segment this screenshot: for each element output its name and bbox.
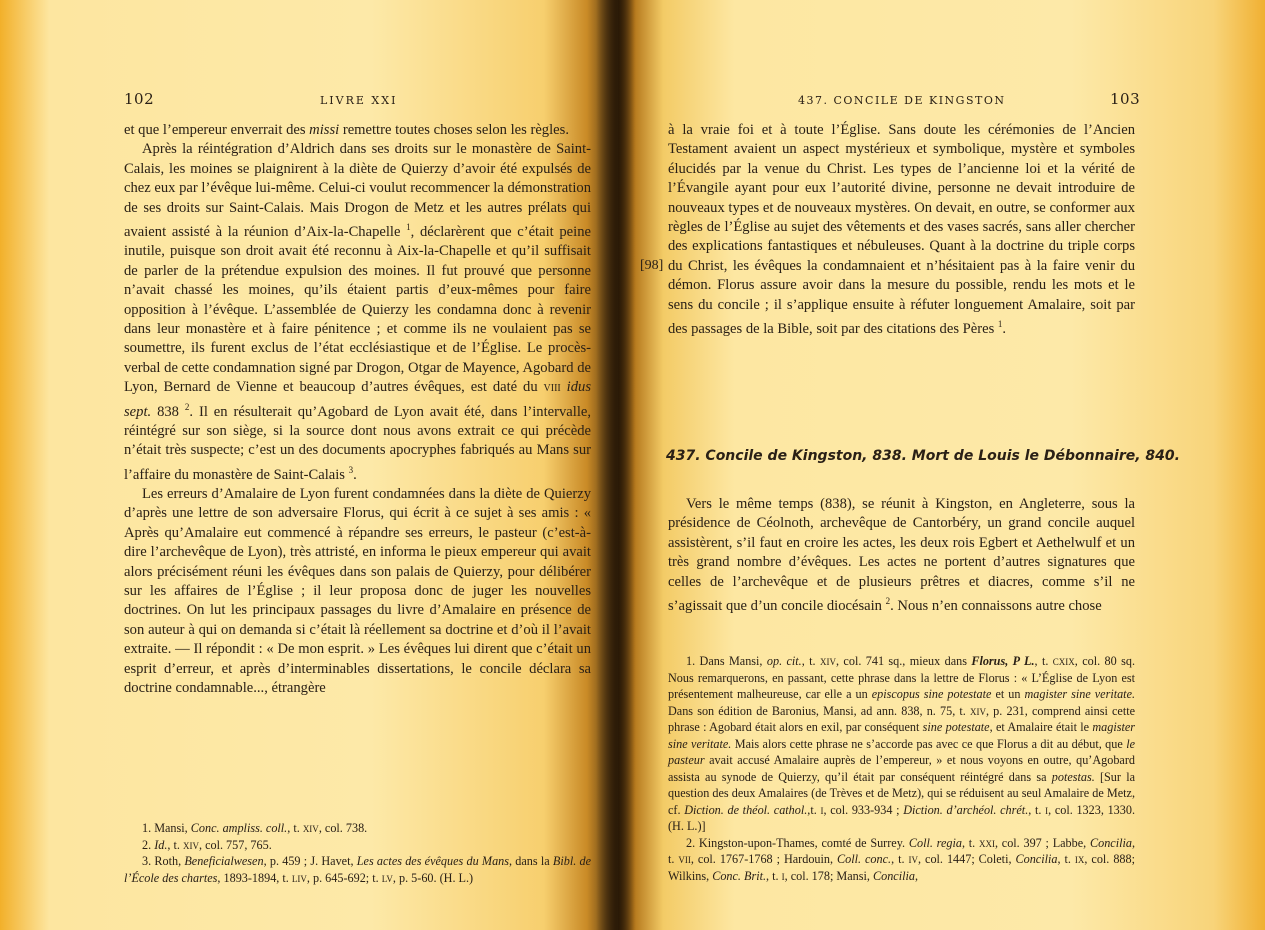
text-run: ,t. <box>807 802 821 817</box>
text-run: Concilia <box>872 868 915 883</box>
right-body-text-top <box>668 121 1135 339</box>
text-run: , t. <box>801 654 820 668</box>
text-run: missi <box>309 122 340 138</box>
text-run: 838 <box>151 403 185 420</box>
text-run: vii <box>678 852 691 866</box>
right-page <box>618 0 1265 930</box>
text-run: , p. 459 ; J. Havet, <box>263 854 357 868</box>
text-run: Bibl. de l’École des chartes <box>124 854 591 885</box>
text-run: , col. 1323, 1330. (H. L.)] <box>668 802 1135 833</box>
paragraph <box>668 121 1135 339</box>
text-run: , col. 1447; Coleti, <box>918 852 1016 866</box>
text-run: sine potestate <box>922 720 990 734</box>
text-run: , t. <box>1034 654 1053 668</box>
right-footnotes <box>668 653 1135 884</box>
text-run: , col. 757, 765. <box>198 837 272 852</box>
text-run: Les erreurs d’Amalaire de Lyon furent condamnées dans la diète de Quierzy d’après une lettre de son adversaire Florus, qui écrit à ce sujet à ses amis : « Après qu’Amalaire eut commencé à répandre ses erreurs, le pasteur (c’est-à-dire l’archevêque de Lyon), très attristé, en informa le pieux empereur qui avait alors précisément réuni les évêques dans son palais de Quierzy, pour délibérer sur les affaires de l’Église ; il leur proposa donc de juger les nouvelles doctrines. On lut les principaux passages du livre d’Amalaire en présence de son auteur à qui on demanda si c’était là réellement sa doctrine et d’où il l’avait extraite. — Il répondit : « De mon esprit. » Les évêques lui dirent que c’était un esprit d’erreur, et après d’interminables dissertations, le concile déclara sa doctrine condamnable..., étrangère <box>124 485 591 696</box>
text-run: , 1893-1894, t. <box>217 870 292 885</box>
text-run: , col. 888; Wilkins, <box>668 852 1135 883</box>
paragraph <box>124 485 591 698</box>
footnote <box>124 820 591 837</box>
margin-page-marker: [98] <box>640 258 664 273</box>
text-run: , col. 741 sq., mieux dans <box>836 654 972 668</box>
text-run: i <box>1045 802 1049 817</box>
text-run: Concilia <box>1089 835 1132 850</box>
text-run: Diction. de théol. cathol. <box>684 802 808 817</box>
text-run: magister sine veritate. <box>668 720 1136 751</box>
text-run: Concilia <box>1015 852 1058 866</box>
footnote-ref: 2 <box>885 596 891 607</box>
text-run: , déclarèrent que c’était peine inutile, puisque son droit avait été reconnu à Aix-la-Chapelle et qu’il suffisait de parler de la prétendue expulsion des moines. Il fut prouvé que personne n’avait chassé les moines, qu’ils étaient partis d’eux-mêmes pour faire opposition à l’évêque. L’assemblée de Quierzy les condamna donc à revenir dans leur monastère et à faire pénitence ; et comme ils ne voulaient pas se soumettre, ils furent exclus de l’état ecclésiastique et de l’Église. Le procès-verbal de cette condamnation signé par Drogon, Otgar de Mayence, Agobard de Lyon, Bernard de Vienne et beaucoup d’autres évêques, est daté du <box>124 223 591 396</box>
text-run: Coll. regia <box>908 835 962 850</box>
text-run: avait accusé Amalaire auprès de l’empereur, » et nous voyons en outre, qu’Agobard assista au synode de Quierzy, qu’il était par conséquent réintégré dans sa <box>668 753 1135 784</box>
text-run: Dans son édition de Baronius, Mansi, ad ann. 838, n. 75, t. <box>668 703 970 718</box>
text-run: Florus, P L. <box>971 654 1035 668</box>
section-title: 437. Concile de Kingston, 838. Mort de Louis le Débonnaire, 840. <box>666 448 1180 464</box>
text-run: , col. 738. <box>318 821 368 835</box>
left-footnotes <box>124 820 591 886</box>
text-run: , t. <box>1028 802 1046 817</box>
footnote-ref: 1 <box>406 222 411 233</box>
text-run: xiv <box>820 654 836 668</box>
text-run: xxi <box>978 835 995 850</box>
text-run: . Il en résulterait qu’Agobard de Lyon avait été, dans l’intervalle, réintégré sur son siège, si la source dont nous avons extrait ce qui précède n’était très suspecte; c’est un des documents apocryphes fabriqués au Mans sur l’affaire du monastère de Saint-Calais <box>124 403 591 483</box>
text-run: 3. Roth, <box>142 854 185 868</box>
text-run: , p. 5-60. (H. L.) <box>392 870 474 885</box>
text-run: , col. 178; Mansi, <box>784 868 873 883</box>
text-run: 2. Kingston-upon-Thames, comté de Surrey. <box>686 835 909 850</box>
right-body-text-bottom <box>668 495 1135 616</box>
text-run: , dans la <box>509 854 553 868</box>
footnote <box>124 837 591 854</box>
text-run: . Nous n’en connaissons autre chose <box>890 597 1102 614</box>
footnote-ref: 2 <box>184 401 190 412</box>
right-running-head: 437. CONCILE DE KINGSTON <box>798 94 1006 107</box>
text-run: i <box>781 868 785 883</box>
text-run: , p. 231, comprend ainsi cette phrase : Agobard était alors en exil, par conséquent <box>668 703 1135 734</box>
text-run: Diction. d’archéol. chrét. <box>903 802 1029 817</box>
text-run: , t. <box>766 868 782 883</box>
text-run: magister sine veritate. <box>1024 687 1136 701</box>
left-page-number: 102 <box>124 90 155 108</box>
left-page <box>0 0 618 930</box>
footnote <box>668 835 1135 885</box>
text-run: lv <box>381 870 393 885</box>
text-run: [Sur la question des deux Amalaires (de Trèves et de Metz), qui se réduisent au seul Amalaire de Metz, cf. <box>668 769 1135 817</box>
text-run: cxix <box>1052 654 1075 668</box>
text-run: , <box>914 868 918 883</box>
text-run: . <box>1002 320 1007 337</box>
text-run: , t. <box>891 852 909 866</box>
text-run: Vers le même temps (838), se réunit à Kingston, en Angleterre, sous la présidence de Céolnoth, archevêque de Cantorbéry, un grand concile auquel assistèrent, s’il faut en croire les actes, les deux rois Egbert et Aethelwulf et un très grand nombre d’évêques. Les actes ne portent d’autres signatures que celles de l’archevêque et de plusieurs prêtres et diacres, comme s’il ne s’agissait que d’un concile diocésain <box>668 496 1135 614</box>
text-run: Beneficialwesen <box>184 854 264 868</box>
text-run: , t. <box>287 821 303 835</box>
text-run: , t. <box>668 835 1136 866</box>
footnote <box>668 653 1135 835</box>
text-run: . <box>353 466 357 483</box>
text-run: , col. 1767-1768 ; Hardouin, <box>690 852 838 866</box>
text-run: xiv <box>969 703 986 718</box>
text-run: , col. 80 sq. Nous remarquerons, en passant, cette phrase dans la lettre de Florus : « L’Église de Lyon est présentement malheureuse, car elle a un <box>668 654 1135 701</box>
text-run: , t. <box>167 837 183 852</box>
text-run: Conc. ampliss. coll. <box>190 821 288 835</box>
text-run: Coll. conc. <box>837 852 892 866</box>
text-run: Mais alors cette phrase ne s’accorde pas avec ce que Florus a dit au début, que <box>731 736 1127 751</box>
left-body-text <box>124 121 591 698</box>
footnote <box>124 853 591 886</box>
text-run: , p. 645-692; t. <box>306 870 382 885</box>
text-run: liv <box>291 870 307 885</box>
paragraph <box>124 121 591 140</box>
text-run: 2. <box>142 837 155 852</box>
text-run: , et Amalaire était le <box>989 720 1093 734</box>
text-run: le pasteur <box>668 736 1135 767</box>
text-run: ix <box>1074 852 1085 866</box>
text-run: Conc. Brit. <box>712 868 767 883</box>
text-run: op. cit. <box>766 654 802 668</box>
text-run: xiv <box>182 837 199 852</box>
text-run: et que l’empereur enverrait des <box>124 122 310 138</box>
text-run: viii <box>543 379 561 396</box>
footnote-ref: 1 <box>997 319 1003 330</box>
text-run: Les actes des évêques du Mans <box>356 854 509 868</box>
gutter-shadow <box>596 0 636 930</box>
text-run: Id. <box>154 837 168 852</box>
left-running-head: LIVRE XXI <box>320 94 398 107</box>
text-run: 1. Mansi, <box>142 821 191 835</box>
text-run: i <box>820 802 824 817</box>
text-run: xiv <box>302 821 319 835</box>
text-run: idus sept. <box>124 379 591 420</box>
text-run: , t. <box>961 835 979 850</box>
text-run: Après la réintégration d’Aldrich dans ses droits sur le monastère de Saint-Calais, les moines se plaignirent à la diète de Quierzy d’avoir été expulsés de chez eux par l’évêque lui-même. Celui-ci voulut recommencer la démonstration de ses droits sur Saint-Calais. Mais Drogon de Metz et les autres prélats qui avaient assisté à la réunion d’Aix-la-Chapelle <box>124 141 591 240</box>
text-run: et un <box>991 687 1025 701</box>
text-run: remettre toutes choses selon les règles. <box>339 122 569 138</box>
text-run: episcopus sine potestate <box>871 687 992 701</box>
text-run: potestas. <box>1051 769 1095 784</box>
text-run: , col. 933-934 ; <box>823 802 904 817</box>
footnote-ref: 3 <box>348 464 354 475</box>
text-run: 1. Dans Mansi, <box>686 654 767 668</box>
text-run: , t. <box>1057 852 1075 866</box>
text-run: , col. 397 ; Labbe, <box>994 835 1090 850</box>
text-run: iv <box>908 852 919 866</box>
right-page-number: 103 <box>1110 90 1141 108</box>
paragraph <box>124 140 591 484</box>
paragraph <box>668 495 1135 616</box>
text-run: à la vraie foi et à toute l’Église. Sans doute les cérémonies de l’Ancien Testament avaient un aspect mystérieux et symbolique, mystère et symboles élucidés par la venue du Christ. Les types de l’ancienne loi et la vérité de l’Évangile ayant pour eux l’autorité divine, personne ne devait introduire de nouveaux types et de nouveaux mystères. On devait, en outre, se conformer aux règles de l’Église au sujet des vêtements et des vases sacrés, sans aller chercher des explications fantastiques et nébuleuses. Quant à la doctrine du triple corps du Christ, les évêques la condamnaient et n’hésitaient pas à la faire venir du démon. Florus assure avoir dans la mesure du possible, rendu les mots et le sens du concile ; il s’applique ensuite à réfuter longuement Amalaire, soit par des passages de la Bible, soit par des citations des Pères <box>668 122 1135 337</box>
